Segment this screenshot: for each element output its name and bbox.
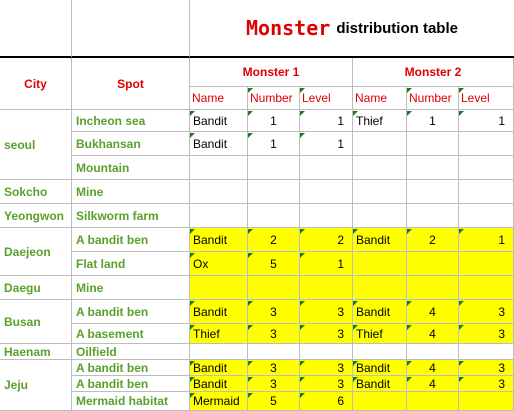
comment-marker-icon bbox=[190, 133, 195, 138]
comment-marker-icon bbox=[353, 361, 358, 366]
table-cell[interactable] bbox=[190, 276, 248, 300]
comment-marker-icon bbox=[248, 301, 253, 306]
city-cell[interactable]: seoul bbox=[0, 110, 72, 180]
table-cell[interactable] bbox=[248, 344, 300, 360]
title-highlight: Monster bbox=[246, 16, 331, 40]
table-cell[interactable] bbox=[407, 156, 459, 180]
table-cell[interactable]: 3 bbox=[248, 324, 300, 344]
title-spacer-city[interactable] bbox=[0, 0, 72, 58]
comment-marker-icon bbox=[300, 111, 305, 116]
title-rest: distribution table bbox=[336, 19, 458, 37]
page-title[interactable] bbox=[190, 0, 514, 58]
comment-marker-icon bbox=[300, 361, 305, 366]
table-cell[interactable]: 1 bbox=[248, 110, 300, 132]
table-cell[interactable] bbox=[190, 180, 248, 204]
table-cell[interactable] bbox=[459, 252, 514, 276]
table-cell[interactable]: Bandit bbox=[190, 376, 248, 392]
comment-marker-icon bbox=[407, 88, 412, 93]
spot-cell[interactable]: A bandit ben bbox=[72, 360, 190, 376]
table-cell[interactable] bbox=[248, 180, 300, 204]
table-cell[interactable] bbox=[407, 204, 459, 228]
comment-marker-icon bbox=[248, 133, 253, 138]
table-cell[interactable]: Bandit bbox=[190, 360, 248, 376]
comment-marker-icon bbox=[190, 361, 195, 366]
header-city[interactable]: City bbox=[0, 58, 72, 110]
comment-marker-icon bbox=[248, 229, 253, 234]
city-cell[interactable]: Daegu bbox=[0, 276, 72, 300]
table-cell[interactable]: 5 bbox=[248, 252, 300, 276]
table-cell[interactable]: 3 bbox=[300, 360, 353, 376]
comment-marker-icon bbox=[300, 377, 305, 382]
spot-cell[interactable]: A bandit ben bbox=[72, 300, 190, 324]
spot-cell[interactable]: Mine bbox=[72, 276, 190, 300]
header-monster2[interactable]: Monster 2 bbox=[353, 58, 514, 87]
comment-marker-icon bbox=[459, 229, 464, 234]
comment-marker-icon bbox=[300, 133, 305, 138]
table-cell[interactable]: 2 bbox=[407, 228, 459, 252]
spot-cell[interactable]: Mine bbox=[72, 180, 190, 204]
table-cell[interactable]: Bandit bbox=[353, 360, 407, 376]
table-cell[interactable] bbox=[300, 204, 353, 228]
header-sub-3[interactable]: Name bbox=[353, 87, 407, 110]
table-cell[interactable]: Thief bbox=[190, 324, 248, 344]
comment-marker-icon bbox=[300, 88, 305, 93]
city-cell[interactable]: Yeongwon bbox=[0, 204, 72, 228]
comment-marker-icon bbox=[248, 361, 253, 366]
table-cell[interactable]: Ox bbox=[190, 252, 248, 276]
header-sub-1[interactable]: Number bbox=[248, 87, 300, 110]
table-cell[interactable]: 4 bbox=[407, 300, 459, 324]
table-cell[interactable]: 3 bbox=[459, 360, 514, 376]
comment-marker-icon bbox=[248, 377, 253, 382]
header-sub-5[interactable]: Level bbox=[459, 87, 514, 110]
table-cell[interactable] bbox=[353, 344, 407, 360]
table-cell[interactable] bbox=[353, 204, 407, 228]
comment-marker-icon bbox=[300, 325, 305, 330]
title-spacer-spot[interactable] bbox=[72, 0, 190, 58]
table-cell[interactable]: 3 bbox=[459, 376, 514, 392]
table-cell[interactable] bbox=[459, 132, 514, 156]
spot-cell[interactable]: Silkworm farm bbox=[72, 204, 190, 228]
comment-marker-icon bbox=[353, 377, 358, 382]
comment-marker-icon bbox=[190, 301, 195, 306]
comment-marker-icon bbox=[353, 301, 358, 306]
spot-cell[interactable]: Mermaid habitat bbox=[72, 392, 190, 411]
comment-marker-icon bbox=[407, 301, 412, 306]
comment-marker-icon bbox=[459, 111, 464, 116]
table-cell[interactable] bbox=[407, 276, 459, 300]
table-cell[interactable] bbox=[300, 344, 353, 360]
table-cell[interactable]: 3 bbox=[300, 300, 353, 324]
spot-cell[interactable]: Incheon sea bbox=[72, 110, 190, 132]
table-cell[interactable]: 1 bbox=[300, 110, 353, 132]
table-cell[interactable] bbox=[459, 156, 514, 180]
spot-cell[interactable]: Bukhansan bbox=[72, 132, 190, 156]
table-cell[interactable]: 1 bbox=[459, 228, 514, 252]
comment-marker-icon bbox=[300, 229, 305, 234]
table-cell[interactable]: Bandit bbox=[190, 110, 248, 132]
city-cell[interactable]: Daejeon bbox=[0, 228, 72, 276]
comment-marker-icon bbox=[248, 393, 253, 398]
header-sub-0[interactable]: Name bbox=[190, 87, 248, 110]
city-cell[interactable]: Haenam bbox=[0, 344, 72, 360]
comment-marker-icon bbox=[190, 253, 195, 258]
table-cell[interactable]: 1 bbox=[300, 132, 353, 156]
table-cell[interactable]: 1 bbox=[459, 110, 514, 132]
table-cell[interactable] bbox=[353, 252, 407, 276]
comment-marker-icon bbox=[459, 377, 464, 382]
table-cell[interactable]: Mermaid bbox=[190, 392, 248, 411]
table-cell[interactable] bbox=[300, 156, 353, 180]
table-cell[interactable] bbox=[353, 276, 407, 300]
comment-marker-icon bbox=[353, 111, 358, 116]
table-cell[interactable]: 3 bbox=[300, 324, 353, 344]
table-cell[interactable]: 6 bbox=[300, 392, 353, 411]
comment-marker-icon bbox=[407, 111, 412, 116]
spot-cell[interactable]: A basement bbox=[72, 324, 190, 344]
table-cell[interactable] bbox=[459, 180, 514, 204]
spot-cell[interactable]: A bandit ben bbox=[72, 376, 190, 392]
comment-marker-icon bbox=[248, 111, 253, 116]
table-cell[interactable] bbox=[300, 276, 353, 300]
table-cell[interactable]: Thief bbox=[353, 324, 407, 344]
comment-marker-icon bbox=[300, 301, 305, 306]
table-cell[interactable]: Bandit bbox=[190, 228, 248, 252]
table-cell[interactable] bbox=[459, 344, 514, 360]
table-cell[interactable]: 3 bbox=[248, 360, 300, 376]
comment-marker-icon bbox=[248, 253, 253, 258]
comment-marker-icon bbox=[459, 325, 464, 330]
comment-marker-icon bbox=[190, 111, 195, 116]
table-cell[interactable]: Thief bbox=[353, 110, 407, 132]
table-cell[interactable]: 5 bbox=[248, 392, 300, 411]
table-cell[interactable] bbox=[407, 132, 459, 156]
table-cell[interactable]: Bandit bbox=[353, 228, 407, 252]
table-cell[interactable] bbox=[407, 180, 459, 204]
table-cell[interactable] bbox=[248, 156, 300, 180]
table-cell[interactable]: 4 bbox=[407, 376, 459, 392]
table-cell[interactable]: 3 bbox=[459, 324, 514, 344]
city-cell[interactable]: Busan bbox=[0, 300, 72, 344]
table-cell[interactable] bbox=[353, 180, 407, 204]
header-sub-2[interactable]: Level bbox=[300, 87, 353, 110]
table-cell[interactable]: Bandit bbox=[190, 132, 248, 156]
comment-marker-icon bbox=[300, 393, 305, 398]
comment-marker-icon bbox=[190, 377, 195, 382]
comment-marker-icon bbox=[190, 229, 195, 234]
table-cell[interactable]: 1 bbox=[300, 252, 353, 276]
table-cell[interactable]: 1 bbox=[407, 110, 459, 132]
table-cell[interactable]: 4 bbox=[407, 360, 459, 376]
comment-marker-icon bbox=[353, 325, 358, 330]
table-cell[interactable] bbox=[248, 276, 300, 300]
table-cell[interactable]: Bandit bbox=[190, 300, 248, 324]
table-cell[interactable] bbox=[407, 252, 459, 276]
comment-marker-icon bbox=[353, 229, 358, 234]
table-cell[interactable] bbox=[459, 276, 514, 300]
comment-marker-icon bbox=[459, 301, 464, 306]
table-cell[interactable] bbox=[190, 156, 248, 180]
table-cell[interactable]: Bandit bbox=[353, 300, 407, 324]
table-cell[interactable] bbox=[407, 344, 459, 360]
spot-cell[interactable]: Flat land bbox=[72, 252, 190, 276]
header-sub-4[interactable]: Number bbox=[407, 87, 459, 110]
table-cell[interactable] bbox=[248, 204, 300, 228]
comment-marker-icon bbox=[300, 253, 305, 258]
table-cell[interactable]: 3 bbox=[248, 300, 300, 324]
header-monster1[interactable]: Monster 1 bbox=[190, 58, 353, 87]
city-cell[interactable]: Sokcho bbox=[0, 180, 72, 204]
comment-marker-icon bbox=[248, 325, 253, 330]
table-cell[interactable] bbox=[353, 132, 407, 156]
table-cell[interactable]: 2 bbox=[300, 228, 353, 252]
table-cell[interactable] bbox=[353, 156, 407, 180]
table-cell[interactable]: Bandit bbox=[353, 376, 407, 392]
spot-cell[interactable]: A bandit ben bbox=[72, 228, 190, 252]
spot-cell[interactable]: Mountain bbox=[72, 156, 190, 180]
table-cell[interactable]: 4 bbox=[407, 324, 459, 344]
table-cell[interactable]: 1 bbox=[248, 132, 300, 156]
comment-marker-icon bbox=[407, 377, 412, 382]
table-cell[interactable]: 3 bbox=[248, 376, 300, 392]
table-cell[interactable] bbox=[353, 392, 407, 411]
table-cell[interactable] bbox=[190, 344, 248, 360]
table-cell[interactable] bbox=[459, 204, 514, 228]
comment-marker-icon bbox=[459, 361, 464, 366]
table-cell[interactable] bbox=[407, 392, 459, 411]
table-cell[interactable]: 2 bbox=[248, 228, 300, 252]
comment-marker-icon bbox=[459, 88, 464, 93]
spot-cell[interactable]: Oilfield bbox=[72, 344, 190, 360]
city-cell[interactable]: Jeju bbox=[0, 360, 72, 411]
comment-marker-icon bbox=[407, 229, 412, 234]
table-cell[interactable] bbox=[459, 392, 514, 411]
table-cell[interactable]: 3 bbox=[300, 376, 353, 392]
comment-marker-icon bbox=[407, 325, 412, 330]
comment-marker-icon bbox=[248, 88, 253, 93]
table-cell[interactable] bbox=[300, 180, 353, 204]
table-cell[interactable] bbox=[190, 204, 248, 228]
comment-marker-icon bbox=[190, 393, 195, 398]
table-cell[interactable]: 3 bbox=[459, 300, 514, 324]
comment-marker-icon bbox=[190, 325, 195, 330]
comment-marker-icon bbox=[407, 361, 412, 366]
header-spot[interactable]: Spot bbox=[72, 58, 190, 110]
